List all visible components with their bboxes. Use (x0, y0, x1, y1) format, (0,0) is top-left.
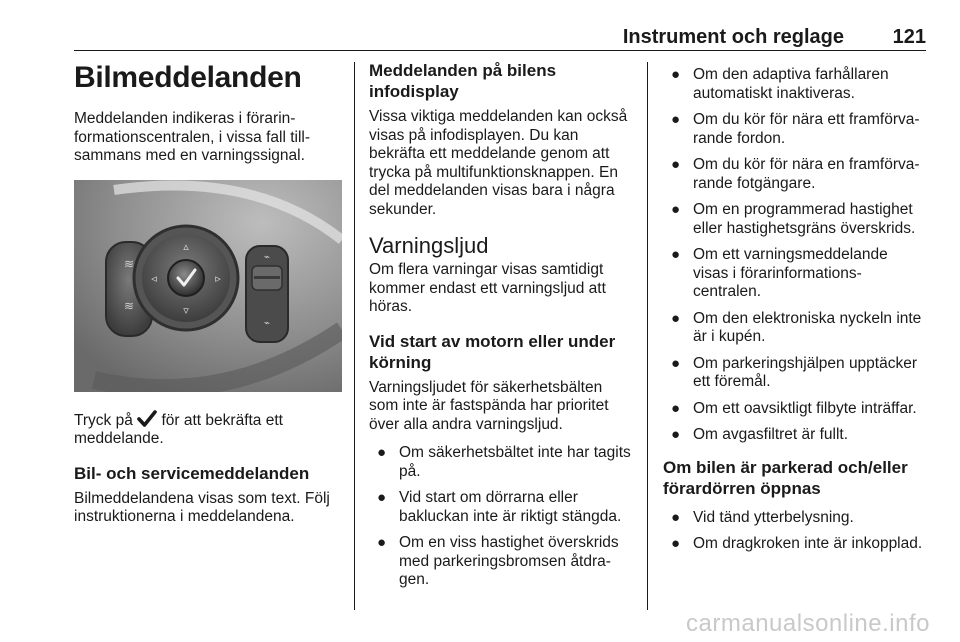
bullet-icon: ● (671, 508, 681, 526)
warning-bullet-list (663, 66, 927, 445)
confirm-instruction (74, 410, 342, 449)
bullet-icon: ● (671, 354, 681, 372)
section-heading-parked: Om bilen är parkerad och/eller förardörren öppnas (663, 457, 908, 498)
list-item: ● Om säkerhetsbältet inte har tagits på. (377, 444, 631, 480)
svg-text:⌁: ⌁ (263, 251, 271, 263)
svg-text:◃: ◃ (151, 271, 157, 285)
list-item: ● Om du kör för nära en framförva-rande fotgängare. (671, 156, 920, 192)
confirm-instruction-before: Tryck på (74, 411, 133, 429)
list-item: ● Om dragkroken inte är inkopplad. (671, 535, 923, 552)
varningsljud-paragraph: Om flera varningar visas samtidigt kommer endast ett varningsljud att höras. (369, 261, 606, 315)
svg-text:≋: ≋ (123, 298, 135, 313)
column-1 (74, 60, 342, 541)
parked-bullet-list (663, 509, 927, 554)
list-item: ● Om den elektroniska nyckeln inte är i kupén. (671, 309, 922, 345)
page-header (74, 24, 926, 52)
list-item: ● Om avgasfiltret är fullt. (671, 426, 849, 443)
bullet-icon: ● (377, 534, 387, 551)
section-heading-infodisplay: Meddelanden på bilens infodisplay (369, 61, 557, 101)
bullet-icon: ● (671, 426, 681, 443)
bullet-icon: ● (671, 156, 681, 173)
service-paragraph: Bilmeddelandena visas som text. Följ instruktionerna i meddelandena. (74, 489, 330, 525)
bullet-icon: ● (671, 399, 681, 417)
section-heading-bilmeddelanden: Bilmeddelanden (74, 61, 302, 94)
section-heading-varningsljud: Varningsljud (369, 233, 489, 258)
bullet-icon: ● (671, 66, 681, 83)
svg-text:⌁: ⌁ (263, 317, 271, 329)
list-item: ● Om ett varningsmeddelande visas i förarinformations-centralen. (671, 246, 888, 300)
bullet-icon: ● (377, 489, 387, 506)
confirm-instruction-after: för att bekräfta ett meddelande. (74, 411, 283, 447)
start-paragraph: Varningsljudet för säkerhetsbälten som inte är fastspända har prioritet över alla andra varningsljud. (369, 378, 609, 433)
steering-wheel-controls-image (74, 180, 342, 392)
list-item: ● Om parkeringshjälpen upptäcker ett föremål. (671, 354, 918, 390)
column-divider-2 (647, 62, 648, 610)
svg-text:▿: ▿ (183, 303, 189, 317)
bullet-icon: ● (671, 535, 681, 552)
bullet-icon: ● (671, 246, 681, 263)
page-number: 121 (892, 26, 926, 48)
list-item: ● Om den adaptiva farhållaren automatiskt inaktiveras. (671, 66, 889, 102)
start-bullet-list (369, 444, 633, 590)
section-heading-start: Vid start av motorn eller under körning (369, 331, 616, 372)
bullet-icon: ● (671, 309, 681, 327)
checkmark-icon (137, 410, 157, 428)
list-item: ● Om ett oavsiktligt filbyte inträffar. (671, 399, 917, 417)
svg-text:▵: ▵ (183, 239, 189, 253)
list-item: ● Vid start om dörrarna eller bakluckan inte är riktigt stängda. (377, 489, 622, 525)
svg-text:▹: ▹ (215, 271, 221, 285)
bullet-icon: ● (671, 111, 681, 128)
list-item: ● Om en programmerad hastighet eller hastighetsgräns överskrids. (671, 201, 916, 237)
list-item: ● Vid tänd ytterbelysning. (671, 508, 854, 526)
column-2 (369, 60, 633, 602)
intro-paragraph: Meddelanden indikeras i förarin-formationscentralen, i vissa fall till-sammans med en varningssignal. (74, 110, 311, 164)
column-3 (663, 60, 927, 566)
infodisplay-paragraph: Vissa viktiga meddelanden kan också visas på infodisplayen. Du kan bekräfta ett meddelande genom att trycka på multifunktionsknappen. En del meddelanden visas bara i några sekunder. (369, 108, 628, 218)
column-divider-1 (354, 62, 355, 610)
header-rule (74, 50, 926, 51)
bullet-icon: ● (671, 201, 681, 218)
svg-text:≋: ≋ (123, 256, 135, 271)
list-item: ● Om du kör för nära ett framförva-rande fordon. (671, 111, 920, 147)
watermark: carmanualsonline.info (686, 610, 930, 637)
header-title: Instrument och reglage (622, 26, 844, 48)
bullet-icon: ● (377, 444, 387, 461)
section-heading-service: Bil- och servicemeddelanden (74, 463, 310, 483)
list-item: ● Om en viss hastighet överskrids med parkeringsbromsen åtdra-gen. (377, 534, 619, 588)
